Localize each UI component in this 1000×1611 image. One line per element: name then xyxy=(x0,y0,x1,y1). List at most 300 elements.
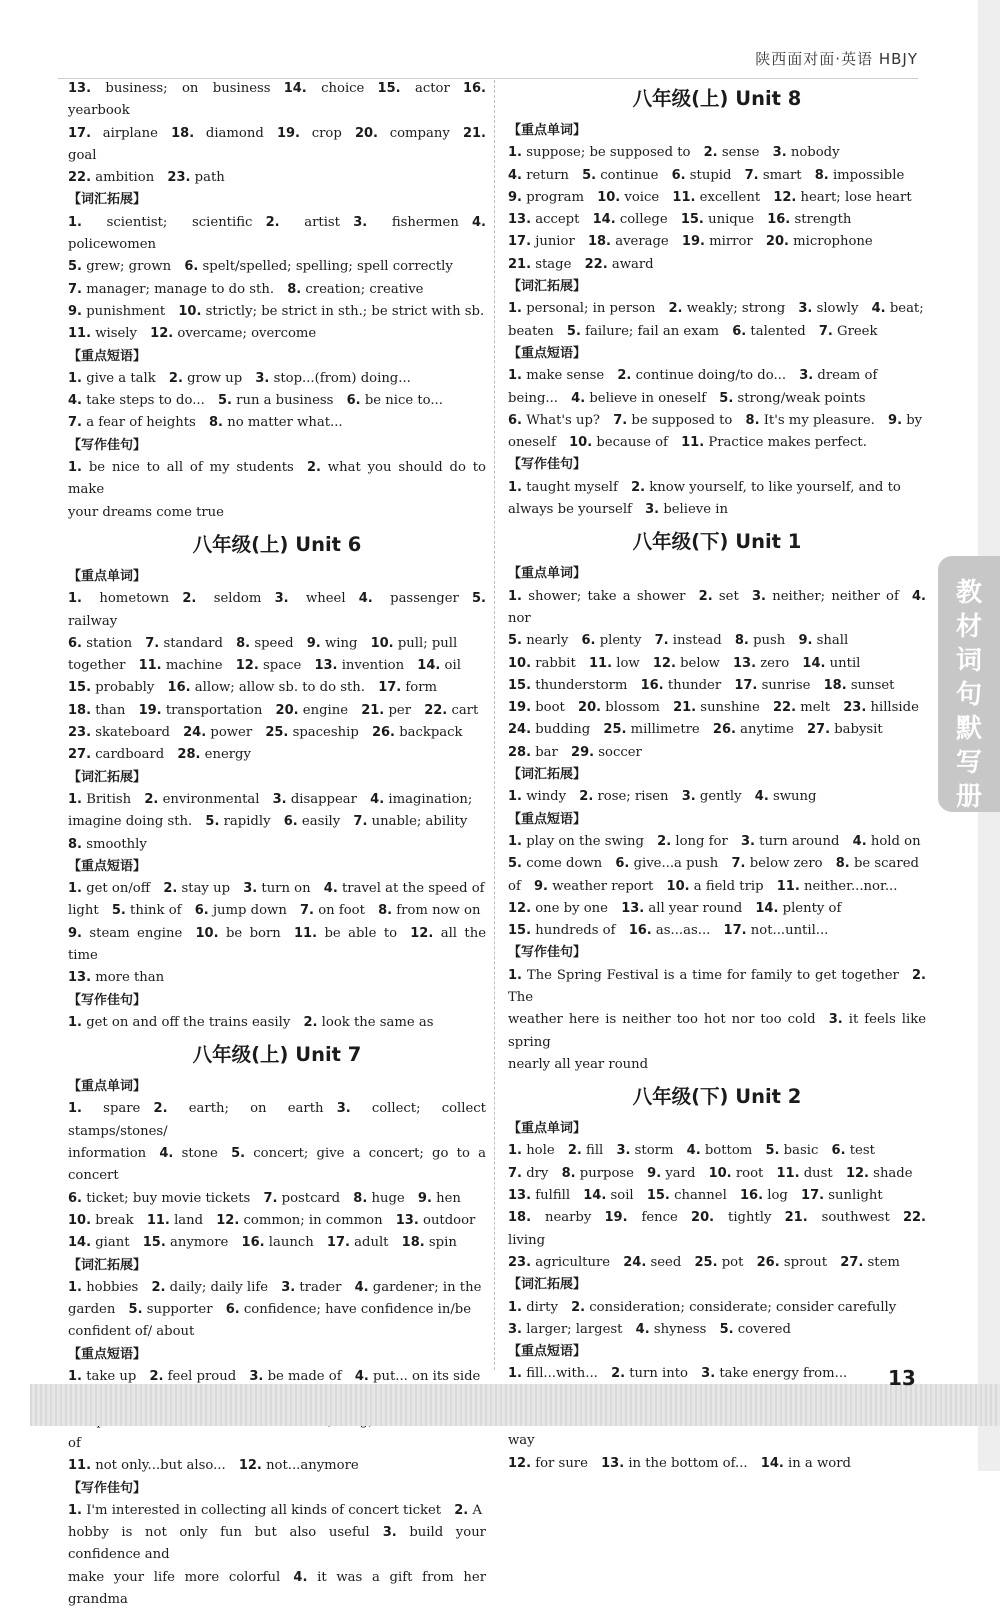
item-text: gardener; in the xyxy=(372,1279,482,1295)
side-tab xyxy=(938,556,1000,812)
answer-line xyxy=(68,1277,486,1299)
item-number: 18. xyxy=(68,702,92,718)
answer-item xyxy=(740,1188,788,1203)
answer-item xyxy=(418,1191,461,1206)
item-number: 9. xyxy=(798,633,813,649)
answer-line xyxy=(68,789,486,811)
answer-item xyxy=(819,324,878,339)
page-number: 13 xyxy=(888,1366,916,1390)
answer-item xyxy=(667,879,764,894)
answer-item xyxy=(275,591,346,606)
item-number: 7. xyxy=(818,323,833,339)
answer-item xyxy=(378,680,437,695)
item-text: giant xyxy=(95,1235,130,1251)
item-text: It's my pleasure. xyxy=(763,412,875,428)
item-number: 6. xyxy=(671,167,686,183)
item-number: 1. xyxy=(508,1143,522,1159)
item-text: break xyxy=(95,1212,134,1228)
answer-line xyxy=(508,920,926,942)
answer-item xyxy=(508,168,569,183)
item-text: program xyxy=(526,189,584,205)
answer-item xyxy=(601,1456,747,1471)
answer-item xyxy=(314,658,404,673)
item-text: speed xyxy=(254,635,294,651)
item-text: adult xyxy=(354,1235,389,1251)
item-text: basic xyxy=(783,1143,819,1159)
item-number: 4. xyxy=(852,833,867,849)
item-text: college xyxy=(619,212,668,228)
item-number: 21. xyxy=(462,125,486,141)
item-text: nor xyxy=(508,610,531,626)
answer-line xyxy=(68,279,486,301)
answer-line xyxy=(68,1567,486,1611)
running-header: 陕西面对面·英语 HBJY xyxy=(755,50,918,68)
answer-item xyxy=(355,126,450,141)
item-text: suppose; be supposed to xyxy=(526,145,691,161)
answer-item xyxy=(167,170,224,185)
item-number: 3. xyxy=(281,1279,296,1295)
item-text: soccer xyxy=(598,744,642,760)
item-text: larger; largest xyxy=(526,1321,623,1337)
item-text: gently xyxy=(699,789,742,805)
answer-line xyxy=(508,499,926,521)
item-number: 17. xyxy=(68,125,92,141)
item-text: Practice makes perfect. xyxy=(708,435,867,451)
answer-item xyxy=(647,1166,695,1181)
answer-item xyxy=(508,834,644,849)
item-number: 8. xyxy=(734,633,749,649)
answer-item xyxy=(307,636,358,651)
item-text: invention xyxy=(341,658,405,674)
answer-item xyxy=(508,368,604,383)
item-number: 18. xyxy=(508,1210,532,1226)
answer-item xyxy=(327,1235,389,1250)
answer-item xyxy=(588,234,669,249)
answer-item xyxy=(68,837,147,852)
answer-item xyxy=(615,856,718,871)
item-number: 13. xyxy=(508,212,532,228)
answer-line xyxy=(68,1098,486,1143)
item-text: ticket; buy movie tickets xyxy=(86,1190,251,1206)
answer-line xyxy=(508,1319,926,1341)
answer-item xyxy=(508,502,632,517)
answer-item xyxy=(284,81,365,96)
answer-item xyxy=(724,923,829,938)
item-text: I'm interested in collecting all kinds of concert ticket xyxy=(86,1502,442,1518)
answer-item xyxy=(798,633,848,648)
item-number: 24. xyxy=(508,722,532,738)
item-number: 12. xyxy=(410,925,434,941)
answer-item xyxy=(687,1143,753,1158)
answer-item xyxy=(636,1322,707,1337)
item-number: 7. xyxy=(508,1165,522,1181)
section-label: 【重点单词】 xyxy=(68,568,147,584)
answer-item xyxy=(68,792,131,807)
item-number: 10. xyxy=(195,925,219,941)
answer-item xyxy=(508,190,584,205)
answer-line xyxy=(68,256,486,278)
answer-item xyxy=(508,722,590,737)
answer-item xyxy=(735,633,785,648)
item-text: all the time xyxy=(68,925,487,963)
answer-item xyxy=(732,856,823,871)
item-number: 26. xyxy=(712,722,736,738)
answer-line xyxy=(68,390,486,412)
item-number: 9. xyxy=(68,303,82,319)
item-number: 1. xyxy=(68,1502,82,1518)
answer-item xyxy=(836,856,919,871)
answer-item xyxy=(508,923,616,938)
item-text: spaceship xyxy=(292,725,359,741)
item-text: seldom xyxy=(213,591,262,607)
unit-heading: 八年级(上) Unit 6 xyxy=(192,532,362,556)
item-number: 3. xyxy=(272,791,287,807)
answer-item xyxy=(582,633,642,648)
answer-item xyxy=(508,656,576,671)
answer-item xyxy=(184,259,452,274)
answer-line xyxy=(508,254,926,276)
item-number: 1. xyxy=(68,214,82,230)
answer-line xyxy=(508,1140,926,1162)
item-text: fulfill xyxy=(535,1188,571,1204)
answer-line xyxy=(508,365,926,387)
item-number: 2. xyxy=(631,479,646,495)
item-text: turn around xyxy=(759,833,840,849)
item-text: in a word xyxy=(788,1455,851,1471)
answer-item xyxy=(378,903,480,918)
answer-item xyxy=(613,413,732,428)
item-text: believe in oneself xyxy=(589,390,707,406)
item-text: be supposed to xyxy=(631,412,733,428)
item-number: 12. xyxy=(150,326,174,342)
answer-item xyxy=(68,658,125,673)
answer-item xyxy=(846,1166,913,1181)
answer-item xyxy=(68,1235,130,1250)
answer-item xyxy=(681,212,754,227)
item-number: 24. xyxy=(183,725,207,741)
item-text: strong/weak points xyxy=(737,390,866,406)
item-text: standard xyxy=(163,635,223,651)
answer-item xyxy=(129,1302,213,1317)
item-text: goal xyxy=(68,147,97,163)
item-text: impossible xyxy=(832,167,905,183)
section-label: 【重点单词】 xyxy=(508,123,587,138)
answer-item xyxy=(832,1143,875,1158)
item-text: a fear of heights xyxy=(86,415,196,431)
item-number: 2. xyxy=(611,1366,626,1382)
item-text: dry xyxy=(526,1165,549,1181)
item-text: put... on its side xyxy=(373,1369,481,1385)
item-text: long for xyxy=(675,833,728,849)
answer-item xyxy=(168,680,365,695)
item-number: 16. xyxy=(767,212,791,228)
item-text: nearly xyxy=(526,633,569,649)
item-text: wisely xyxy=(95,326,137,342)
answer-item xyxy=(605,1210,678,1225)
item-text: come down xyxy=(526,856,603,872)
item-text: take up xyxy=(86,1369,137,1385)
item-number: 13. xyxy=(508,1188,532,1204)
answer-item xyxy=(68,460,294,475)
section-label: 【写作佳句】 xyxy=(68,437,147,453)
answer-item xyxy=(508,324,554,339)
answer-item xyxy=(701,1366,847,1381)
item-text: cart xyxy=(451,702,479,718)
item-number: 17. xyxy=(378,680,402,696)
answer-item xyxy=(68,1213,134,1228)
answer-item xyxy=(732,324,805,339)
answer-line xyxy=(68,588,486,633)
item-number: 11. xyxy=(293,925,318,941)
item-text: be nice to... xyxy=(364,393,443,409)
item-text: hillside xyxy=(870,700,919,716)
answer-item xyxy=(578,700,660,715)
answer-item xyxy=(508,789,566,804)
item-text: beaten xyxy=(508,323,554,339)
section-label: 【重点单词】 xyxy=(508,1121,587,1137)
item-text: grew; grown xyxy=(86,259,172,275)
answer-line xyxy=(508,630,926,652)
item-text: hen xyxy=(436,1190,461,1206)
item-number: 5. xyxy=(128,1302,143,1318)
item-number: 13. xyxy=(68,970,92,986)
item-number: 20. xyxy=(691,1210,715,1226)
item-number: 1. xyxy=(508,833,522,849)
answer-item xyxy=(255,371,410,386)
item-number: 3. xyxy=(799,368,814,384)
answer-item xyxy=(593,212,668,227)
answer-line xyxy=(68,1012,486,1034)
item-number: 14. xyxy=(417,658,441,674)
item-number: 21. xyxy=(673,700,697,716)
answer-item xyxy=(840,1255,900,1270)
answer-item xyxy=(355,1369,481,1384)
answer-line xyxy=(508,1363,926,1385)
answer-item xyxy=(68,1324,194,1339)
item-number: 5. xyxy=(472,591,486,607)
answer-item xyxy=(616,1143,673,1158)
answer-line xyxy=(508,853,926,875)
item-text: anytime xyxy=(740,722,794,738)
answer-item xyxy=(266,215,340,230)
item-number: 5. xyxy=(217,393,232,409)
answer-item xyxy=(733,656,789,671)
section-label: 【词汇拓展】 xyxy=(508,279,587,295)
item-number: 6. xyxy=(615,856,630,872)
answer-item xyxy=(669,301,786,316)
item-text: low xyxy=(616,655,640,671)
item-number: 4. xyxy=(508,167,522,183)
answer-item xyxy=(508,1057,648,1072)
answer-item xyxy=(508,413,600,428)
item-number: 1. xyxy=(508,1366,522,1382)
answer-item xyxy=(169,371,242,386)
item-number: 17. xyxy=(508,234,532,250)
item-number: 25. xyxy=(265,725,289,741)
item-number: 9. xyxy=(508,189,522,205)
answer-item xyxy=(741,834,840,849)
item-number: 22. xyxy=(902,1210,926,1226)
item-number: 5. xyxy=(508,856,522,872)
item-text: stem xyxy=(867,1254,900,1270)
item-text: nearby xyxy=(544,1210,592,1226)
answer-line xyxy=(508,653,926,675)
answer-line xyxy=(508,1185,926,1207)
answer-item xyxy=(824,678,895,693)
answer-line xyxy=(68,1188,486,1210)
item-text: be able to xyxy=(324,925,398,941)
item-number: 15. xyxy=(508,677,532,693)
answer-item xyxy=(765,1143,818,1158)
item-text: together xyxy=(68,658,126,674)
item-text: plenty xyxy=(599,633,642,649)
item-number: 3. xyxy=(508,1321,522,1337)
answer-item xyxy=(353,1191,404,1206)
answer-item xyxy=(801,1188,883,1203)
answer-item xyxy=(629,923,711,938)
item-text: common; in common xyxy=(243,1212,383,1228)
item-text: form xyxy=(405,680,438,696)
item-text: channel xyxy=(674,1188,727,1204)
item-number: 11. xyxy=(589,655,613,671)
answer-line xyxy=(508,477,926,499)
section-label: 【重点短语】 xyxy=(508,345,587,361)
answer-item xyxy=(300,903,365,918)
item-text: strength xyxy=(794,212,852,228)
item-text: actor xyxy=(414,81,450,96)
item-number: 10. xyxy=(370,635,394,651)
answer-item xyxy=(68,814,192,829)
item-text: below xyxy=(680,655,720,671)
item-text: instead xyxy=(672,633,722,649)
item-text: microphone xyxy=(793,234,873,250)
item-text: build your confidence and xyxy=(68,1525,486,1563)
item-number: 4. xyxy=(871,301,886,317)
item-number: 26. xyxy=(371,725,395,741)
item-number: 23. xyxy=(68,725,92,741)
item-number: 11. xyxy=(681,435,705,451)
item-number: 8. xyxy=(209,415,223,431)
item-number: 11. xyxy=(68,1458,92,1474)
answer-line xyxy=(508,1207,926,1252)
answer-item xyxy=(745,168,802,183)
item-number: 7. xyxy=(68,281,82,297)
answer-item xyxy=(719,391,865,406)
item-text: get on and off the trains easily xyxy=(86,1014,291,1030)
item-number: 25. xyxy=(603,722,627,738)
item-text: feel proud xyxy=(167,1369,237,1385)
item-number: 9. xyxy=(888,412,903,428)
item-number: 12. xyxy=(238,1458,262,1474)
answer-item xyxy=(621,901,742,916)
item-number: 14. xyxy=(68,1235,92,1251)
answer-item xyxy=(655,633,722,648)
item-text: wing xyxy=(324,635,358,651)
answer-item xyxy=(236,636,293,651)
item-text: it was a gift from her grandma xyxy=(68,1569,487,1607)
answer-item xyxy=(182,591,261,606)
answer-item xyxy=(324,881,485,896)
answer-line xyxy=(508,675,926,697)
answer-item xyxy=(68,1525,370,1540)
item-text: below zero xyxy=(749,856,823,872)
answer-line xyxy=(68,1143,486,1188)
item-text: personal; in person xyxy=(526,301,656,317)
answer-item xyxy=(216,1213,382,1228)
answer-item xyxy=(767,212,851,227)
answer-item xyxy=(734,678,810,693)
item-text: slowly xyxy=(816,301,859,317)
item-number: 4. xyxy=(323,881,338,897)
item-number: 12. xyxy=(235,658,259,674)
answer-line xyxy=(68,700,486,722)
answer-item xyxy=(508,1255,610,1270)
answer-item xyxy=(68,591,169,606)
answer-item xyxy=(359,591,459,606)
item-text: strictly; be strict in sth.; be strict with sb. xyxy=(205,303,485,319)
item-number: 5. xyxy=(508,633,522,649)
answer-line xyxy=(68,412,486,434)
item-text: crop xyxy=(311,125,342,141)
item-number: 22. xyxy=(773,700,797,716)
answer-item xyxy=(277,126,342,141)
section-label: 【重点单词】 xyxy=(68,1079,147,1095)
item-text: diamond xyxy=(205,125,264,141)
item-text: plenty of xyxy=(782,900,842,916)
item-text: thunder xyxy=(667,677,722,693)
item-number: 13. xyxy=(68,81,92,96)
answer-item xyxy=(143,1235,229,1250)
item-text: information xyxy=(68,1146,147,1162)
answer-item xyxy=(183,725,252,740)
item-number: 21. xyxy=(784,1210,808,1226)
item-text: imagine doing sth. xyxy=(68,814,193,830)
answer-item xyxy=(378,81,450,96)
unit-heading: 八年级(下) Unit 2 xyxy=(632,1085,802,1109)
item-number: 14. xyxy=(760,1455,784,1471)
item-text: no matter what... xyxy=(227,415,343,431)
item-text: by xyxy=(906,412,923,428)
item-number: 28. xyxy=(177,747,201,763)
answer-item xyxy=(755,901,841,916)
item-text: machine xyxy=(165,658,223,674)
item-text: British xyxy=(86,791,132,807)
item-number: 1. xyxy=(68,1279,82,1295)
item-text: supporter xyxy=(146,1302,213,1318)
answer-line xyxy=(68,722,486,744)
item-text: sunset xyxy=(850,677,895,693)
item-text: launch xyxy=(268,1235,314,1251)
item-text: rabbit xyxy=(535,655,576,671)
answer-item xyxy=(641,678,722,693)
answer-line xyxy=(68,811,486,833)
item-text: stage xyxy=(535,256,572,272)
answer-item xyxy=(355,1280,482,1295)
answer-line xyxy=(68,368,486,390)
answer-item xyxy=(508,234,575,249)
answer-item xyxy=(709,1166,764,1181)
item-text: spin xyxy=(428,1235,457,1251)
answer-item xyxy=(508,212,579,227)
item-text: shower; take a shower xyxy=(528,588,686,604)
item-text: being... xyxy=(508,390,558,406)
item-text: daily; daily life xyxy=(169,1279,268,1295)
answer-item xyxy=(508,633,568,648)
item-number: 15. xyxy=(377,81,401,96)
item-number: 8. xyxy=(835,856,850,872)
item-number: 1. xyxy=(508,479,522,495)
answer-item xyxy=(68,126,158,141)
